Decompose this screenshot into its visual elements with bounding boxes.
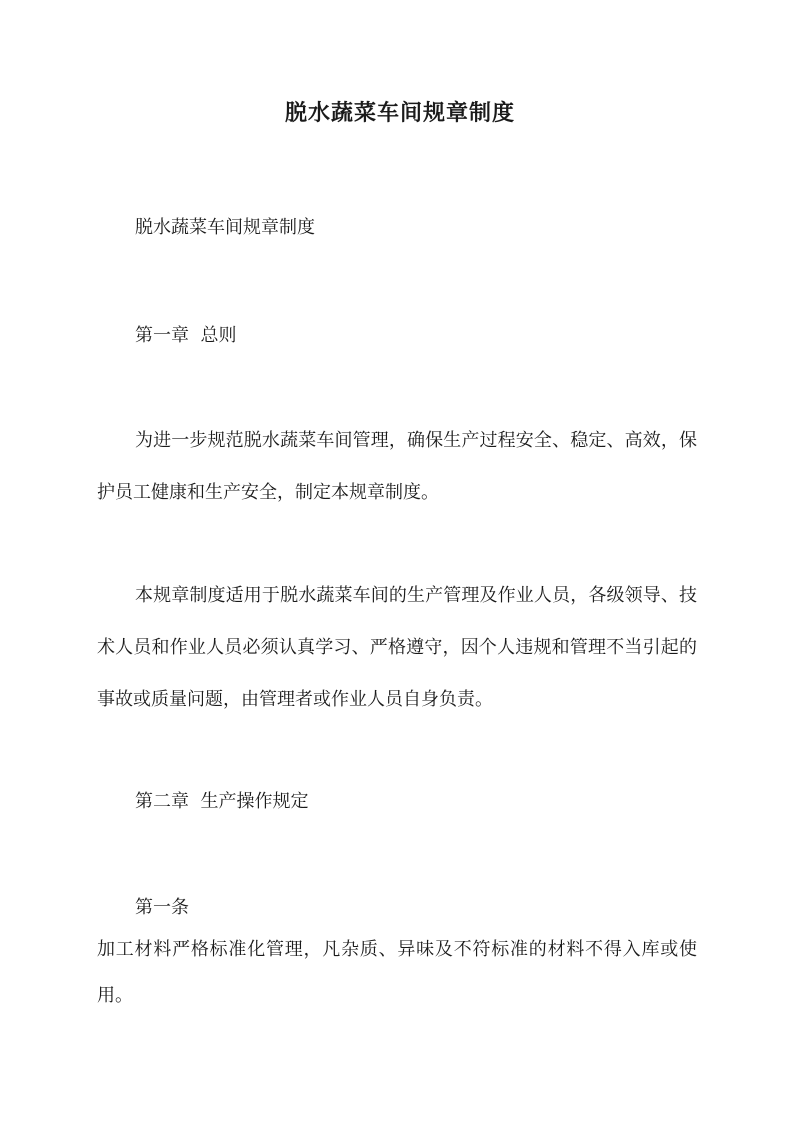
chapter-1-paragraph-2: 本规章制度适用于脱水蔬菜车间的生产管理及作业人员，各级领导、技术人员和作业人员必须认真学习、严格遵守，因个人违规和管理不当引起的事故或质量问题，由管理者或作业人员自身负责。 <box>97 585 697 710</box>
chapter-1-paragraph-1: 为进一步规范脱水蔬菜车间管理，确保生产过程安全、稳定、高效，保护员工健康和生产安全，制定本规章制度。 <box>97 430 697 503</box>
chapter-2-heading: 第二章 生产操作规定 <box>135 791 309 812</box>
chapter-1-heading: 第一章 总则 <box>135 325 237 346</box>
article-1-label: 第一条 <box>135 897 189 918</box>
document-title: 脱水蔬菜车间规章制度 <box>284 100 515 126</box>
article-1-text: 加工材料严格标准化管理，凡杂质、异味及不符标准的材料不得入库或使用。 <box>97 939 697 1006</box>
document-subtitle: 脱水蔬菜车间规章制度 <box>135 217 315 238</box>
